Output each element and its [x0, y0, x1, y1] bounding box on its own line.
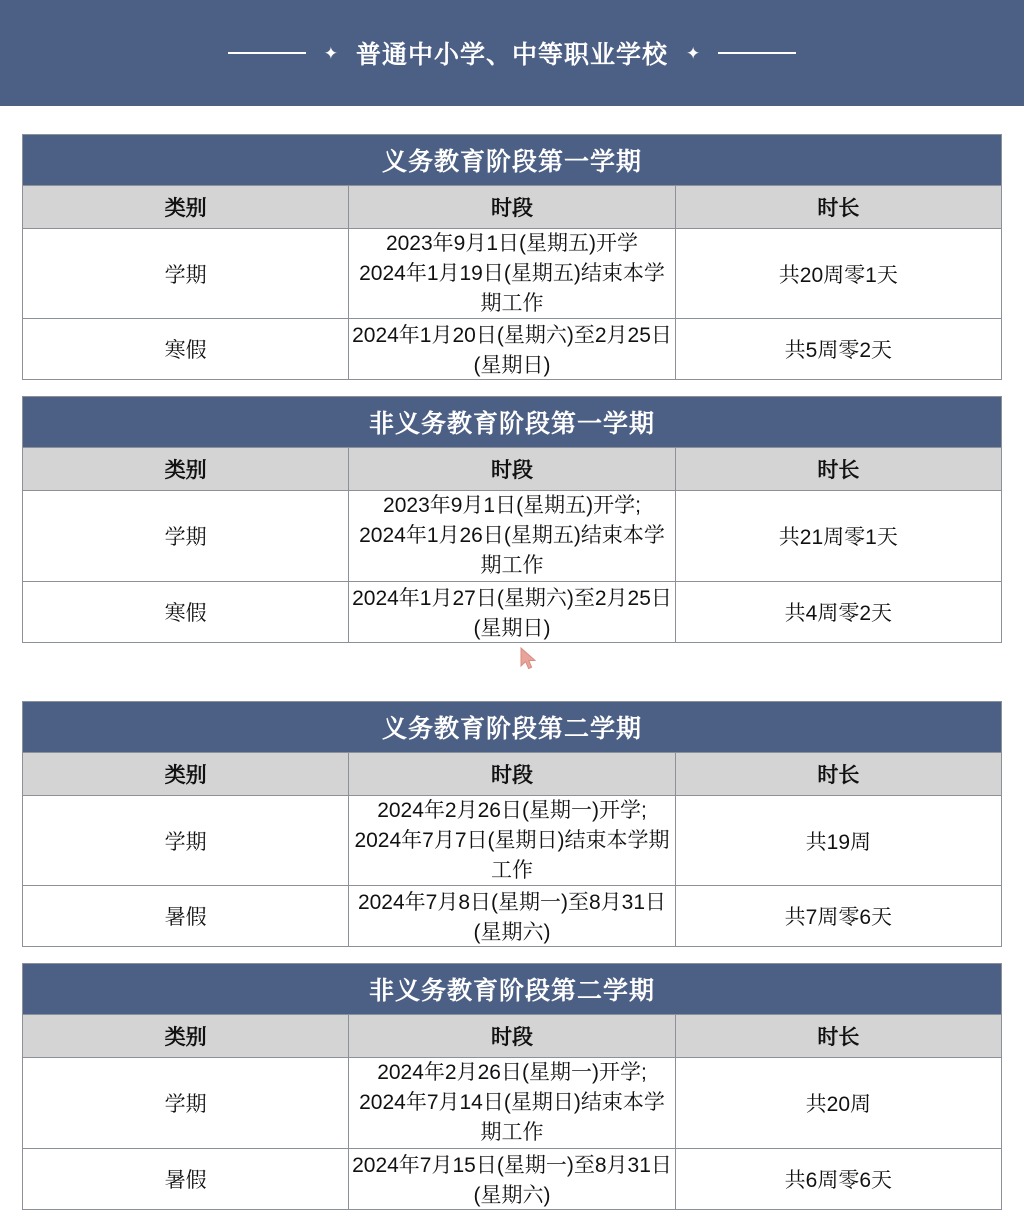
semester-table-1 — [22, 134, 1002, 380]
row-period: 2024年1月20日(星期六)至2月25日(星期日) — [349, 319, 675, 380]
column-header-category: 类别 — [23, 186, 349, 229]
row-period: 2024年7月8日(星期一)至8月31日(星期六) — [349, 886, 675, 947]
row-period-line: 2024年2月26日(星期一)开学; — [377, 1061, 647, 1085]
row-period-line: 2024年7月7日(星期日)结束本学期工作 — [354, 828, 670, 882]
column-header-period: 时段 — [349, 1015, 675, 1058]
page-banner — [0, 0, 1024, 106]
table-row — [23, 1058, 1002, 1148]
schedule-sheet — [0, 134, 1024, 1210]
table-row — [23, 319, 1002, 380]
row-period-line: 2024年1月19日(星期五)结束本学期工作 — [359, 261, 665, 315]
column-header-duration: 时长 — [675, 186, 1001, 229]
semester-table-3 — [22, 701, 1002, 947]
table-header-row — [23, 1015, 1002, 1058]
table-title: 非义务教育阶段第一学期 — [23, 397, 1002, 448]
row-duration: 共20周零1天 — [675, 229, 1001, 319]
semester-table-4 — [22, 963, 1002, 1209]
row-category: 学期 — [23, 795, 349, 885]
row-duration: 共4周零2天 — [675, 581, 1001, 642]
spacer — [22, 947, 1002, 963]
row-period — [349, 491, 675, 581]
table-row — [23, 795, 1002, 885]
table-row — [23, 229, 1002, 319]
row-period: 2024年1月27日(星期六)至2月25日(星期日) — [349, 581, 675, 642]
banner-right-rule — [718, 52, 796, 54]
row-duration: 共6周零6天 — [675, 1148, 1001, 1209]
page-title: 普通中小学、中等职业学校 — [355, 41, 668, 69]
row-category: 学期 — [23, 1058, 349, 1148]
table-row — [23, 581, 1002, 642]
banner-left-rule — [228, 52, 306, 54]
cursor-area — [22, 643, 1002, 701]
row-duration: 共7周零6天 — [675, 886, 1001, 947]
semester-table-2 — [22, 396, 1002, 642]
table-header-row — [23, 752, 1002, 795]
spacer — [22, 380, 1002, 396]
row-duration: 共19周 — [675, 795, 1001, 885]
row-category: 寒假 — [23, 581, 349, 642]
column-header-duration: 时长 — [675, 448, 1001, 491]
row-category: 学期 — [23, 491, 349, 581]
column-header-period: 时段 — [349, 448, 675, 491]
column-header-period: 时段 — [349, 752, 675, 795]
row-period-line: 2024年7月14日(星期日)结束本学期工作 — [359, 1091, 665, 1144]
spacer-top — [0, 106, 1024, 134]
sparkle-left-icon: ✦ — [323, 43, 338, 63]
row-period-line: 2024年1月26日(星期五)结束本学期工作 — [359, 524, 665, 578]
table-row — [23, 1148, 1002, 1209]
table-row — [23, 886, 1002, 947]
banner-content — [228, 35, 797, 71]
row-period — [349, 795, 675, 885]
table-title-row — [23, 701, 1002, 752]
column-header-category: 类别 — [23, 752, 349, 795]
column-header-duration: 时长 — [675, 1015, 1001, 1058]
row-period — [349, 229, 675, 319]
column-header-duration: 时长 — [675, 752, 1001, 795]
table-title: 义务教育阶段第一学期 — [23, 135, 1002, 186]
row-duration: 共5周零2天 — [675, 319, 1001, 380]
row-category: 学期 — [23, 229, 349, 319]
row-period: 2024年7月15日(星期一)至8月31日(星期六) — [349, 1148, 675, 1209]
row-period-line: 2023年9月1日(星期五)开学 — [385, 232, 639, 255]
row-category: 寒假 — [23, 319, 349, 380]
row-duration: 共20周 — [675, 1058, 1001, 1148]
table-title: 义务教育阶段第二学期 — [23, 701, 1002, 752]
table-title-row — [23, 964, 1002, 1015]
table-title-row — [23, 397, 1002, 448]
table-header-row — [23, 448, 1002, 491]
row-duration: 共21周零1天 — [675, 491, 1001, 581]
row-period-line: 2024年2月26日(星期一)开学; — [377, 798, 647, 822]
row-period-line: 2023年9月1日(星期五)开学; — [383, 494, 641, 518]
column-header-category: 类别 — [23, 448, 349, 491]
sparkle-right-icon: ✦ — [686, 43, 701, 63]
table-header-row — [23, 186, 1002, 229]
row-period — [349, 1058, 675, 1148]
mouse-cursor-icon — [520, 647, 538, 673]
row-category: 暑假 — [23, 1148, 349, 1209]
column-header-category: 类别 — [23, 1015, 349, 1058]
row-category: 暑假 — [23, 886, 349, 947]
table-title: 非义务教育阶段第二学期 — [23, 964, 1002, 1015]
column-header-period: 时段 — [349, 186, 675, 229]
table-row — [23, 491, 1002, 581]
table-title-row — [23, 135, 1002, 186]
